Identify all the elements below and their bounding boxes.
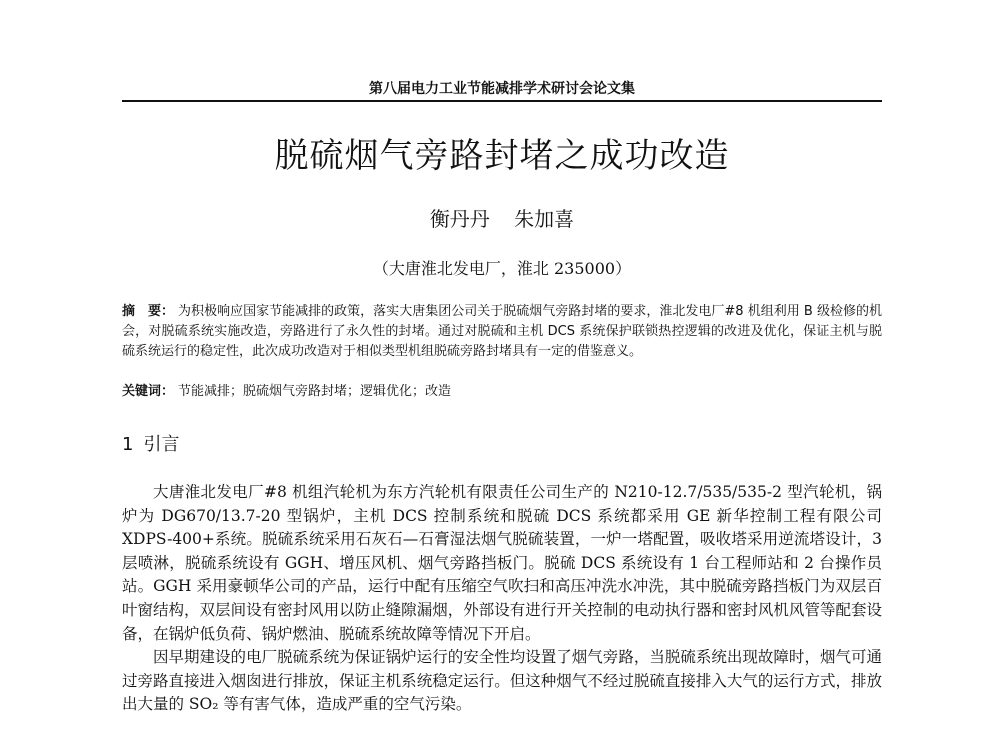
author-name: 朱加喜 bbox=[514, 207, 575, 231]
body-text bbox=[122, 481, 882, 717]
author-name: 衡丹丹 bbox=[429, 207, 490, 231]
section-number: 1 bbox=[122, 434, 134, 455]
authors bbox=[122, 203, 882, 232]
abstract-text: 为积极响应国家节能减排的政策，落实大唐集团公司关于脱硫烟气旁路封堵的要求，淮北发电厂#8 机组利用 B 级检修的机会，对脱硫系统实施改造，旁路进行了永久性的封堵。通过对脱硫和主机 DCS 系统保护联锁热控逻辑的改进及优化，保证主机与脱硫系统运行的稳定性，此次成功改造对于相似类型机组脱硫旁路封堵具有一定的借鉴意义。 bbox=[122, 304, 882, 359]
paragraph: 因早期建设的电厂脱硫系统为保证锅炉运行的安全性均设置了烟气旁路，当脱硫系统出现故障时，烟气可通过旁路直接进入烟囱进行排放，保证主机系统稳定运行。但这种烟气不经过脱硫直接排入大气的运行方式，排放出大量的 SO₂ 等有害气体，造成严重的空气污染。 bbox=[122, 648, 882, 714]
abstract-label: 摘 要： bbox=[122, 304, 175, 319]
section-heading bbox=[122, 430, 179, 456]
header-rule bbox=[122, 100, 882, 102]
section-title: 引言 bbox=[143, 434, 180, 455]
keywords-text: 节能减排；脱硫烟气旁路封堵；逻辑优化；改造 bbox=[178, 384, 452, 399]
affiliation: （大唐淮北发电厂，淮北 235000） bbox=[372, 259, 632, 278]
running-header: 第八届电力工业节能减排学术研讨会论文集 bbox=[369, 81, 635, 97]
paper-title: 脱硫烟气旁路封堵之成功改造 bbox=[274, 136, 730, 176]
paragraph: 大唐淮北发电厂#8 机组汽轮机为东方汽轮机有限责任公司生产的 N210-12.7/535/535-2 型汽轮机，锅炉为 DG670/13.7-20 型锅炉，主机 DCS 控制系统和脱硫 DCS 系统都采用 GE 新华控制工程有限公司 XDPS-400+系统。脱硫系统采用石灰石—石膏湿法烟气脱硫装置，一炉一塔配置，吸收塔采用逆流塔设计，3 层喷淋，脱硫系统设有 GGH、增压风机、烟气旁路挡板门。脱硫 DCS 系统设有 1 台工程师站和 2 台操作员站。GGH 采用豪顿华公司的产品，运行中配有压缩空气吹扫和高压冲洗水冲洗，其中脱硫旁路挡板门为双层百叶窗结构，双层间设有密封风用以防止缝隙漏烟，外部设有进行开关控制的电动执行器和密封风机风管等配套设备，在锅炉低负荷、锅炉燃油、脱硫系统故障等情况下开启。 bbox=[122, 483, 882, 643]
keywords bbox=[122, 382, 882, 402]
abstract bbox=[122, 302, 882, 362]
keywords-label: 关键词： bbox=[122, 384, 175, 399]
